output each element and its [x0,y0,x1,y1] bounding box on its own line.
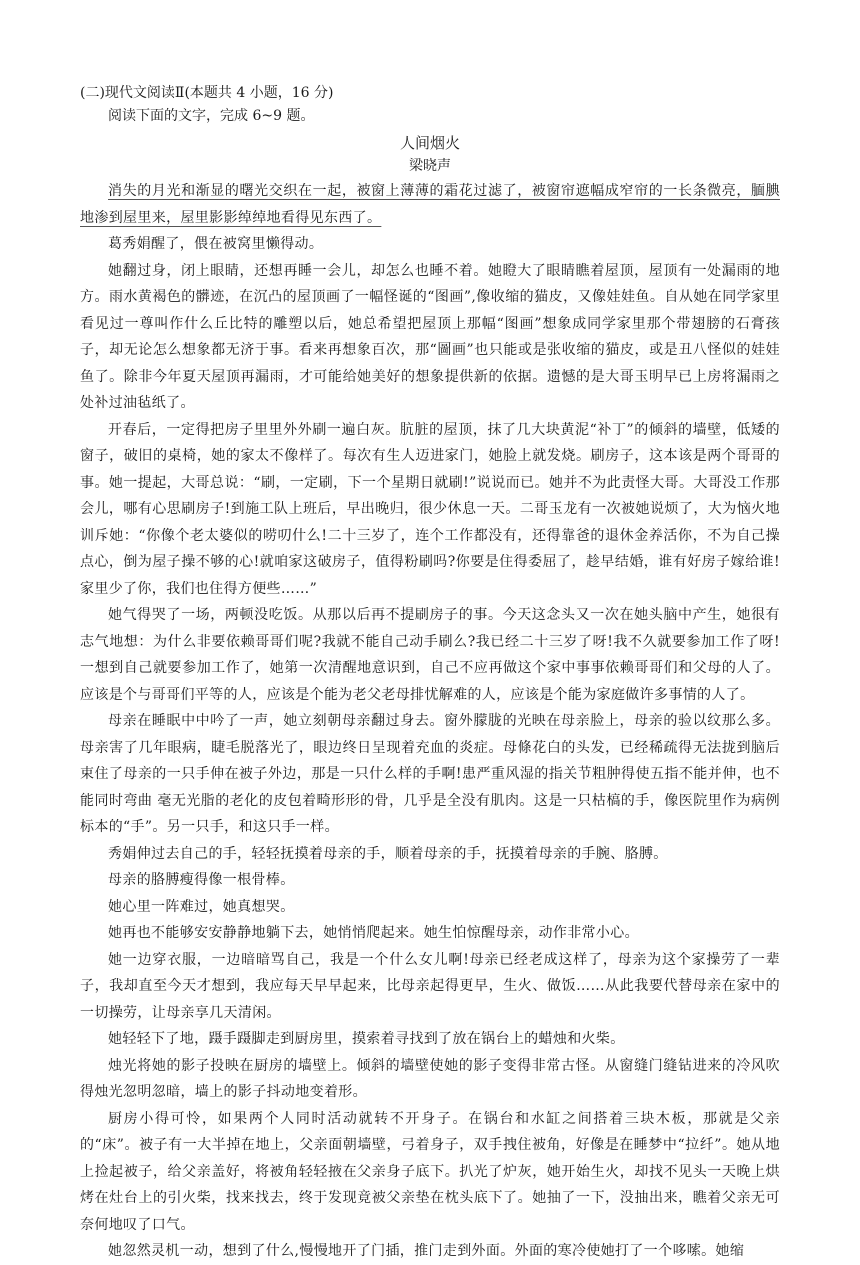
story-author: 梁晓声 [409,158,451,174]
paragraph: 葛秀娟醒了，偎在被窝里懒得动。 [108,236,324,252]
story-title: 人间烟火 [399,134,460,152]
paragraph: 她心里一阵难过，她真想哭。 [108,898,295,915]
paragraph-underlined: 消失的月光和渐显的曙光交织在一起，被窗上薄薄的霜花过滤了，被窗帘遮幅成窄帘的一长条微亮，腼腆地渗到屋里来，屋里影影绰绰地看得见东西了。 [80,183,780,226]
paragraph: 她翻过身，闭上眼睛，还想再睡一会儿，却怎么也睡不着。她瞪大了眼睛瞧着屋顶，屋顶有一处漏雨的地方。雨水黄褐色的髒迹，在沉凸的屋顶画了一幅怪诞的“图画”,像收缩的猫皮，又像娃娃鱼。自从她在同学家里看见过一尊叫作什么丘比特的雕塑以后，她总希望把屋顶上那幅“图画”想象成同学家里那个带翅膀的石膏孩子，却无论怎么想象都无济于事。看来再想象百次，那“圖画”也只能或是张收缩的猫皮，或是丑八怪似的娃娃鱼了。除非今年夏天屋顶再漏雨，才可能给她美好的想象提供新的依据。遗憾的是大哥玉明早已上房将漏雨之处补过油毡纸了。 [80,262,780,411]
paragraph: 她一边穿衣服，一边暗暗骂自己，我是一个什么女儿啊!母亲已经老成这样了，母亲为这个家操劳了一辈子，我却直至今天才想到，我应每天早早起来，比母亲起得更早，生火、做饭……从此我要代替母亲在家中的一切操劳，让母亲享几天清闲。 [80,951,780,1021]
paragraph: 她轻轻下了地，蹑手蹑脚走到厨房里，摸索着寻找到了放在锅台上的蜡烛和火柴。 [108,1031,625,1047]
paragraph: 厨房小得可怜，如果两个人同时活动就转不开身子。在锅台和水缸之间搭着三块木板，那就是父亲的“床”。被子有一大半掉在地上，父亲面朝墙壁，弓着身子，双手拽住被角，好像是在睡梦中“拉纤”。她从地上捡起被子，给父亲盖好，将被角轻轻掖在父亲身子底下。扒光了炉灰，她开始生火，却找不见头一天晚上烘烤在灶台上的引火柴，找来找去，终于发现竟被父亲垫在枕头底下了。她抽了一下，没抽出来，瞧着父亲无可奈何地叹了口气。 [80,1110,780,1233]
paragraph: 母亲在睡眠中中吟了一声，她立刻朝母亲翻过身去。窗外朦胧的光映在母亲脸上，母亲的验以纹那么多。母亲害了几年眼病，睫毛脱落光了，眼边终日呈现着充血的炎症。母條花白的头发，已经稀疏得无法拢到脑后束住了母亲的一只手伸在被子外边，那是一只什么样的手啊!患严重风湿的指关节粗肿得使五指不能并伸，也不能同时弯曲 毫无光脂的老化的皮包着畸形形的骨，几乎是全没有肌肉。这是一只枯槁的手，像医院里作为病例标本的“手”。另一只手，和这只手一样。 [80,713,780,835]
section-heading: (二)现代文阅读Ⅱ(本题共 4 小题，16 分) [80,85,334,101]
paragraph: 烛光将她的影子投映在厨房的墙壁上。倾斜的墙壁使她的影子变得非常古怪。从窗缝门缝钻进来的冷风吹得烛光忽明忽暗，墙上的影子抖动地变着形。 [80,1057,780,1100]
paragraph: 她气得哭了一场，两顿没吃饭。从那以后再不提刷房子的事。今天这念头又一次在她头脑中产生，她很有志气地想：为什么非要依赖哥哥们呢?我就不能自己动手刷么?我已经二十三岁了呀!我不久就要参加工作了呀!一想到自己就要参加工作了，她第一次清醒地意识到，自己不应再做这个家中事事依赖哥哥们和父母的人了。应该是个与哥哥们平等的人，应该是个能为老父老母排忧解难的人，应该是个能为家庭做许多事情的人了。 [80,607,780,703]
paragraph: 她再也不能够安安静静地躺下去，她悄悄爬起来。她生怕惊醒母亲，动作非常小心。 [108,925,639,941]
paragraph: 她忽然灵机一动，想到了什么,慢慢地开了门插，推门走到外面。外面的寒冷使她打了一个哆嗦。她缩 [108,1243,745,1259]
paragraph: 秀娟伸过去自己的手，轻轻抚摸着母亲的手，顺着母亲的手，抚摸着母亲的手腕、胳膊。 [108,845,668,862]
story-body [80,178,780,1265]
paragraph: 开春后，一定得把房子里里外外刷一遍白灰。肮脏的屋顶，抹了几大块黄泥“补丁”的倾斜的墙壁，低矮的窗子，破旧的桌椅，她的家太不像样了。每次有生人迈进家门，她脸上就发烧。刷房子，这本该是两个哥哥的事。她一提起，大哥总说：“刷，一定刷，下一个星期日就刷!”说说而已。她并不为此责怪大哥。大哥没工作那会儿，哪有心思刷房子!到施工队上班后，早出晚归，很少休息一天。二哥玉龙有一次被她说烦了，大为恼火地训斥她：“你像个老太婆似的唠叨什么!二十三岁了，连个工作都没有，还得靠爸的退休金养活你，不为自己操点心，倒为屋子操不够的心!就咱家这破房子，值得粉刷吗?你要是住得委屈了，趁早结婚，谁有好房子嫁给谁!家里少了你，我们也住得方便些……” [80,421,780,597]
page-content [80,82,780,1265]
reading-instruction: 阅读下面的文字，完成 6~9 题。 [108,108,315,124]
paragraph: 母亲的胳膊瘦得像一根骨棒。 [108,872,295,888]
